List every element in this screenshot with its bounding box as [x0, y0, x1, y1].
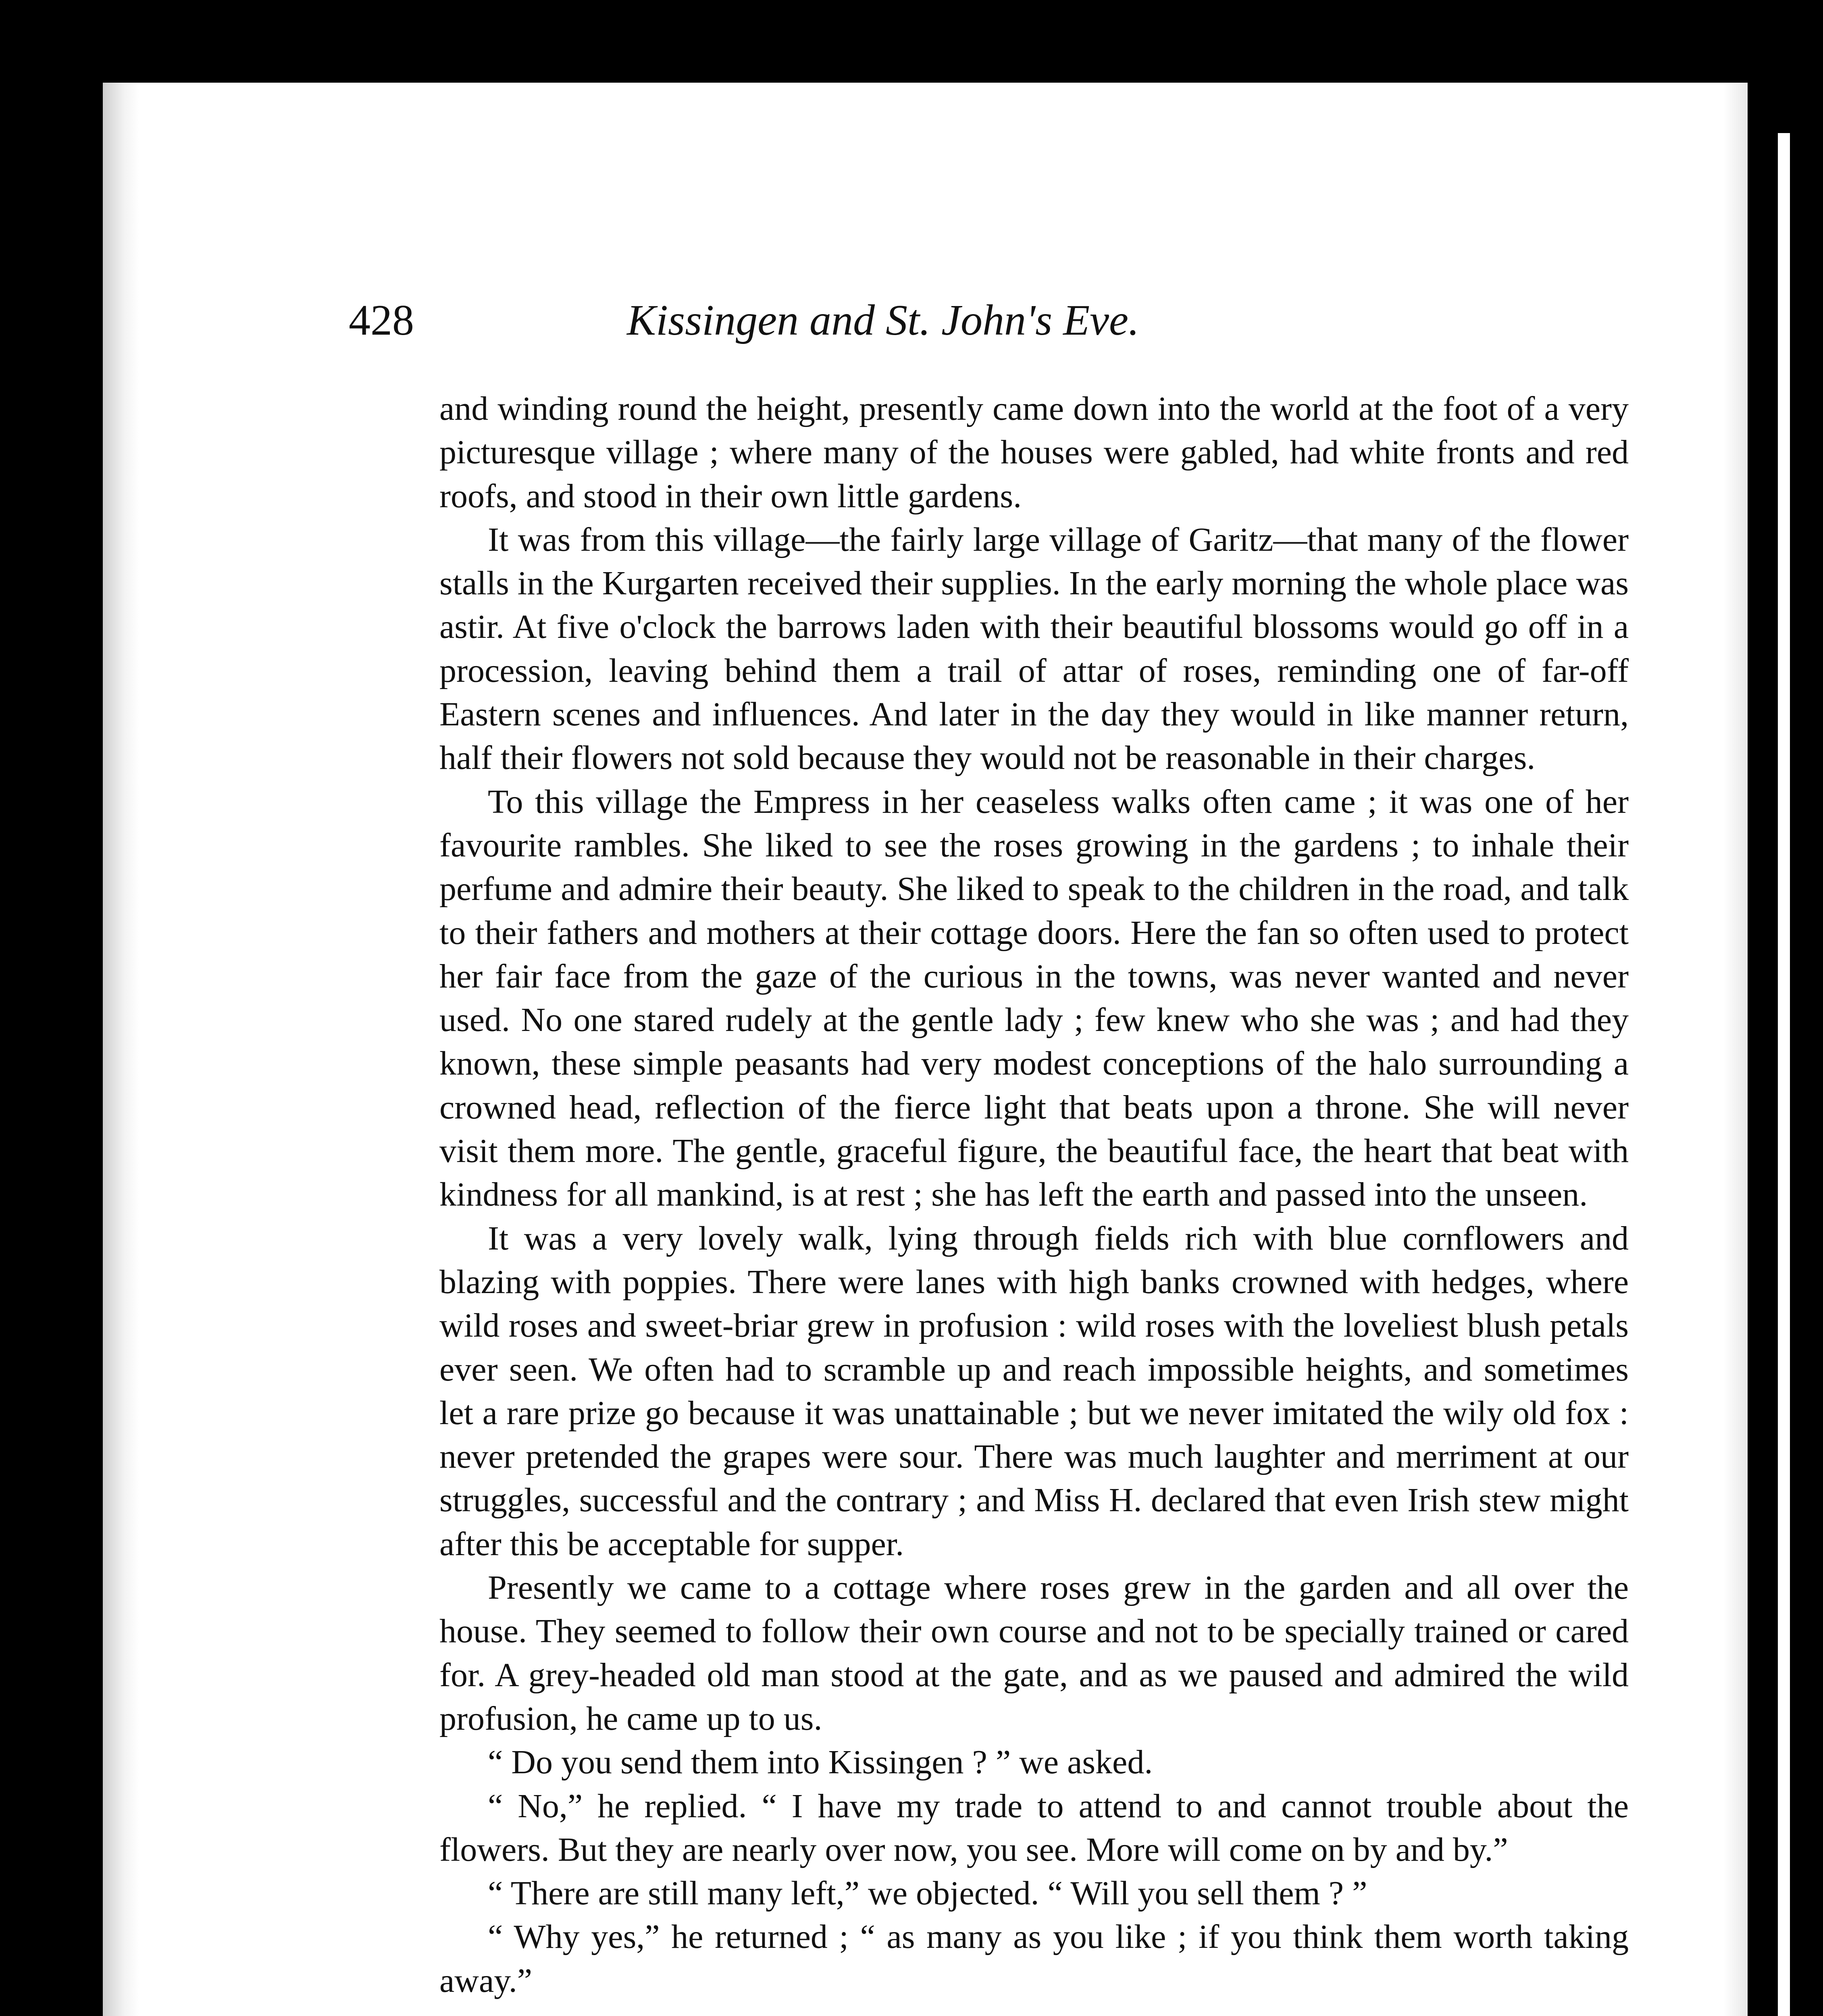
body-text: [439, 387, 1629, 2003]
running-title: Kissingen and St. John's Eve.: [627, 296, 1139, 344]
paragraph-1: and winding round the height, presently came down into the world at the foot of a very picturesque village ; where many of the houses were gabled, had white fronts and red roofs, and stood in their own little gardens.: [439, 390, 1629, 515]
paragraph-9: “ Why yes,” he returned ; “ as many as you like ; if you think them worth taking away.”: [439, 1918, 1629, 1999]
page-gutter-shadow: [103, 83, 139, 2016]
page-number: 428: [349, 296, 414, 344]
paragraph-5: Presently we came to a cottage where roses grew in the garden and all over the house. They seemed to follow their own course and not to be specially trained or cared for. A grey-headed old man stood at the gate, and as we paused and admired the wild profusion, he came up to us.: [439, 1569, 1629, 1737]
adjacent-page-edge: [1778, 133, 1790, 2016]
paragraph-4: It was a very lovely walk, lying through fields rich with blue cornflowers and blazing with poppies. There were lanes with high banks crowned with hedges, where wild roses and sweet-briar grew in profusion : wild roses with the loveliest blush petals ever seen. We often had to scramble up and reach impossible heights, and sometimes let a rare prize go because it was unattainable ; but we never imitated the wily old fox : never pretended the grapes were sour. There was much laughter and merriment at our struggles, successful and the contrary ; and Miss H. declared that even Irish stew might after this be acceptable for supper.: [439, 1219, 1629, 1563]
paragraph-7: “ No,” he replied. “ I have my trade to attend to and cannot trouble about the flowers. But they are nearly over now, you see. More will come on by and by.”: [439, 1787, 1629, 1868]
page-edge: [1723, 83, 1748, 2016]
running-head: [349, 290, 1397, 355]
paragraph-6: “ Do you send them into Kissingen ? ” we asked.: [488, 1743, 1153, 1781]
paragraph-8: “ There are still many left,” we objected. “ Will you sell them ? ”: [488, 1874, 1367, 1912]
paragraph-2: It was from this village—the fairly large village of Garitz—that many of the flower stalls in the Kurgarten received their supplies. In the early morning the whole place was astir. At five o'clock the barrows laden with their beautiful blossoms would go off in a procession, leaving behind them a trail of attar of roses, reminding one of far-off Eastern scenes and influences. And later in the day they would in like manner return, half their flowers not sold because they would not be reasonable in their charges.: [439, 521, 1629, 777]
paragraph-3: To this village the Empress in her ceaseless walks often came ; it was one of her favourite rambles. She liked to see the roses growing in the gardens ; to inhale their perfume and admire their beauty. She liked to speak to the children in the road, and talk to their fathers and mothers at their cottage doors. Here the fan so often used to protect her fair face from the gaze of the curious in the towns, was never wanted and never used. No one stared rudely at the gentle lady ; few knew who she was ; and had they known, these simple peasants had very modest conceptions of the halo surrounding a crowned head, reflection of the fierce light that beats upon a throne. She will never visit them more. The gentle, graceful figure, the beautiful face, the heart that beat with kindness for all mankind, is at rest ; she has left the earth and passed into the unseen.: [439, 783, 1629, 1214]
